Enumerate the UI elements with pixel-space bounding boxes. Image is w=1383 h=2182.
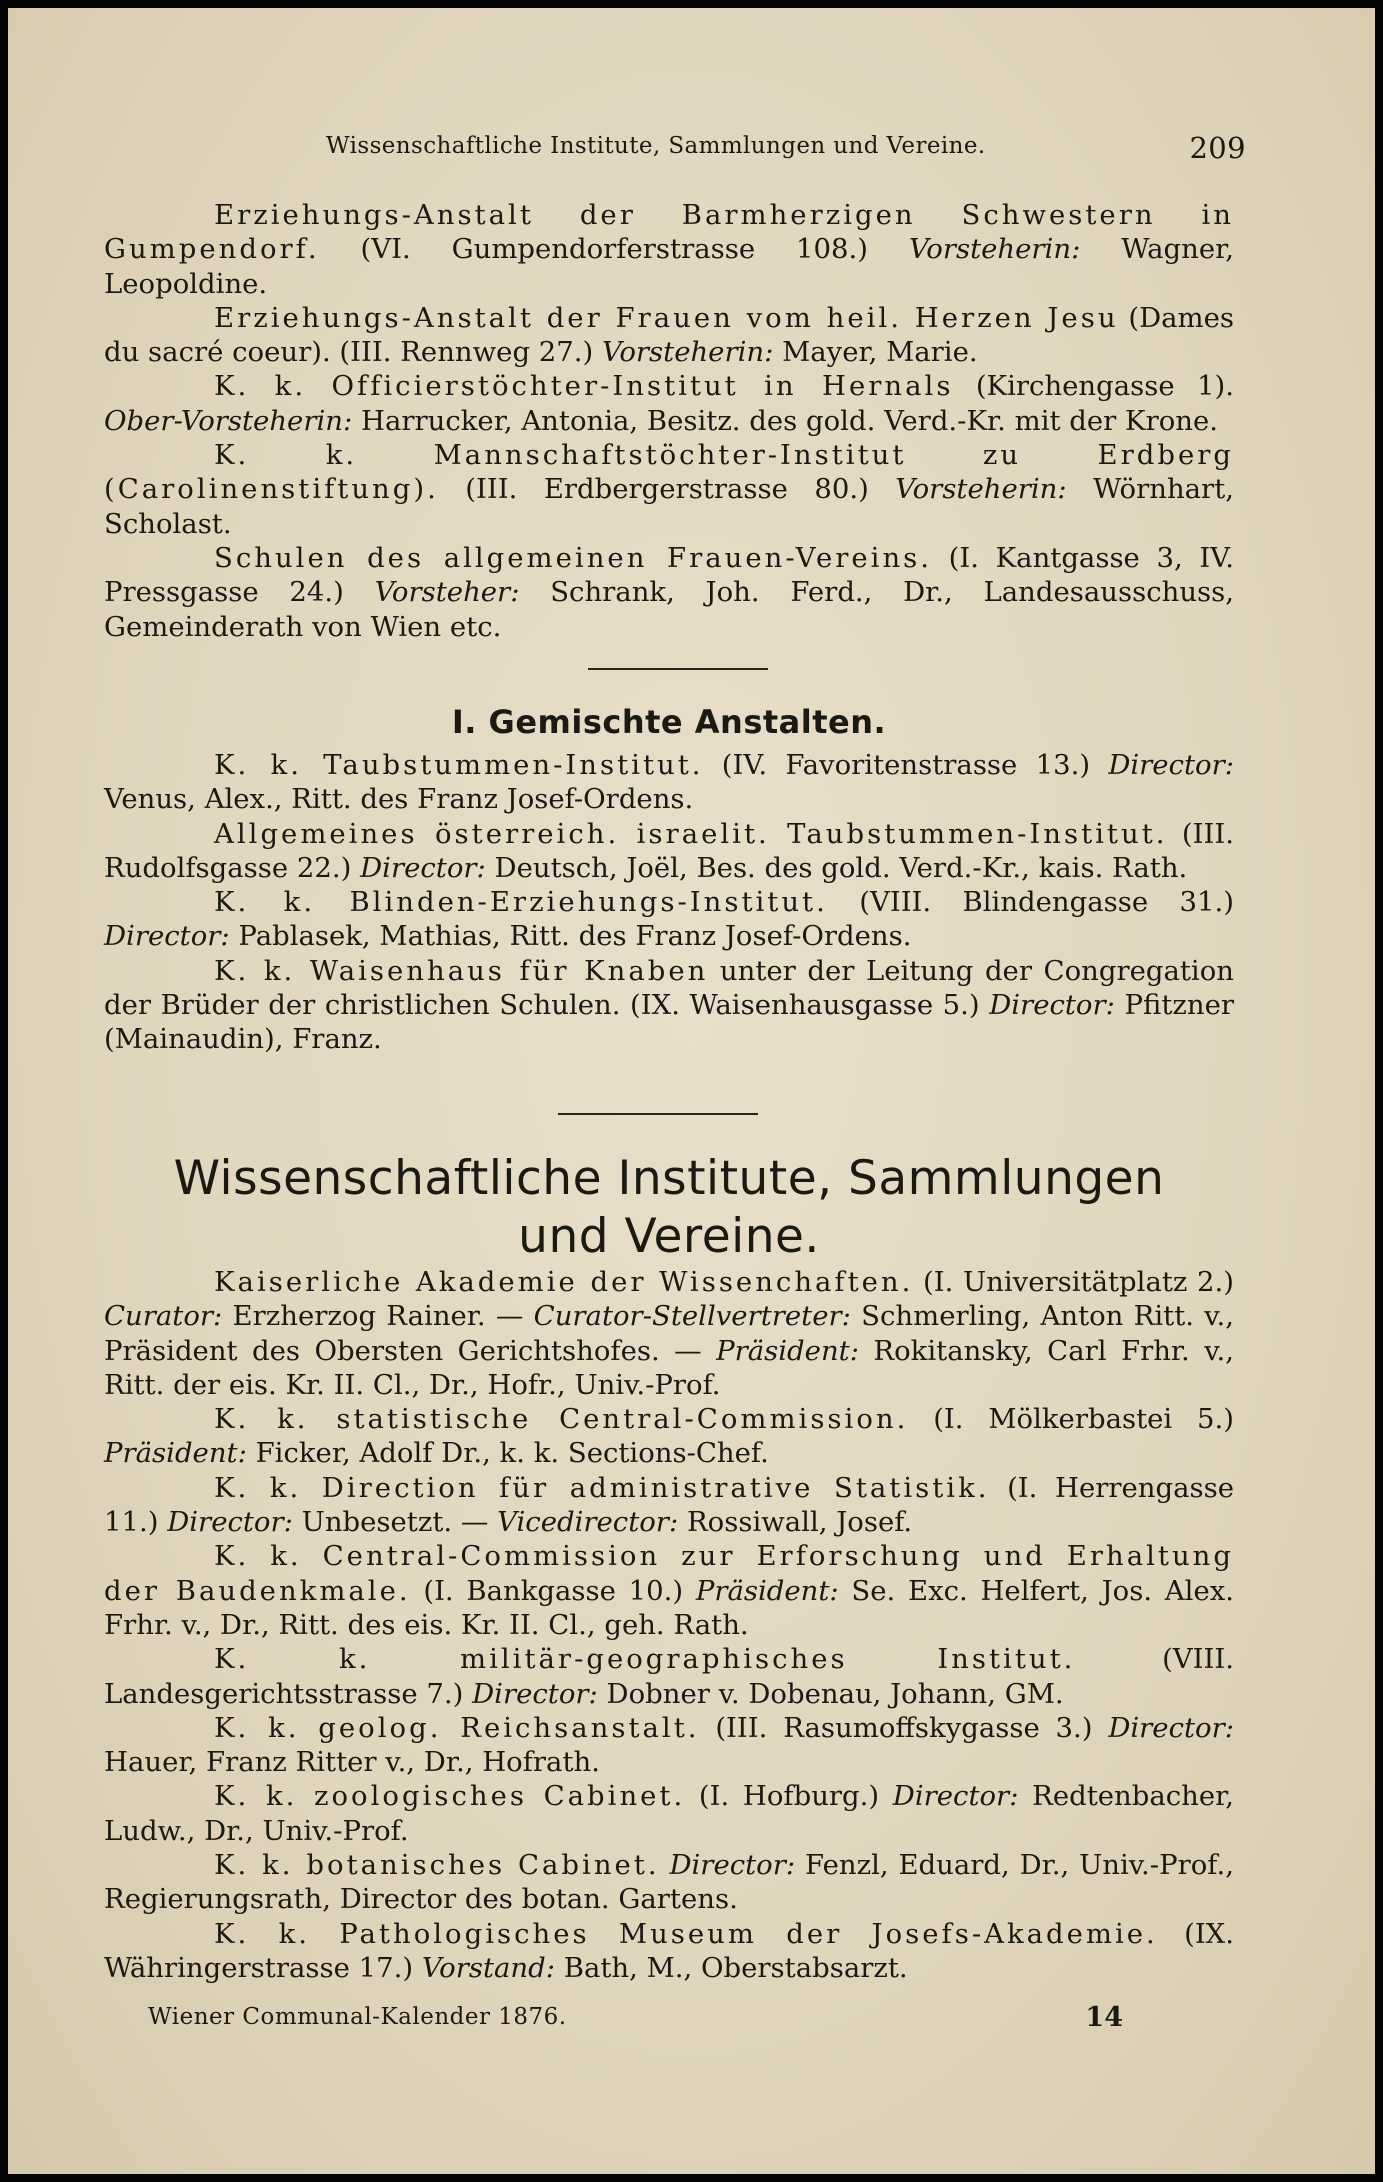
divider-rule bbox=[588, 668, 768, 670]
entry: K. k. Pathologisches Museum der Josefs-Akademie. (IX. Währingerstrasse 17.) Vorstand: Bath, M., Oberstabsarzt. bbox=[104, 1917, 1234, 1984]
entry: K. k. geolog. Reichsanstalt. (III. Rasumoffskygasse 3.) Director: Hauer, Franz Ritter v., Dr., Hofrath. bbox=[104, 1711, 1234, 1779]
entry: Allgemeines österreich. israelit. Taubstummen-Institut. (III. Rudolfsgasse 22.) Director: Deutsch, Joël, Bes. des gold. Verd.-Kr., kais. Rath. bbox=[104, 817, 1234, 884]
entry: K. k. Taubstummen-Institut. (IV. Favoritenstrasse 13.) Director: Venus, Alex., Ritt. des Franz Josef-Ordens. bbox=[104, 749, 1234, 816]
section-heading-mixed: I. Gemischte Anstalten. bbox=[451, 703, 887, 741]
entry: K. k. botanisches Cabinet. Director: Fenzl, Eduard, Dr., Univ.-Prof., Regierungsrath, Director des botan. Gartens. bbox=[104, 1849, 1234, 1916]
entry: Kaiserliche Akademie der Wissenchaften. (I. Universitätplatz 2.) Curator: Erzherzog Rainer. — Curator-Stellvertreter: Schmerling, Anton Ritt. v., Präsident des Obersten Gerichtshofes. — Präsident: Rokitansky, Carl Frhr. v., Ritt. der eis. Kr. II. Cl., Dr., Hofr., Univ.-Prof. bbox=[104, 1266, 1234, 1401]
entry: Schulen des allgemeinen Frauen-Vereins. (I. Kantgasse 3, IV. Pressgasse 24.) Vorsteher: Schrank, Joh. Ferd., Dr., Landesausschuss, Gemeinderath von Wien etc. bbox=[104, 541, 1235, 643]
section-title-line: und Vereine. bbox=[518, 1209, 820, 1264]
entry: K. k. statistische Central-Commission. (I. Mölkerbastei 5.) Präsident: Ficker, Adolf Dr., k. k. Sections-Chef. bbox=[104, 1403, 1234, 1470]
divider-rule bbox=[558, 1113, 758, 1115]
entry: K. k. Central-Commission zur Erforschung und Erhaltung der Baudenkmale. (I. Bankgasse 10.) Präsident: Se. Exc. Helfert, Jos. Alex. Frhr. v., Dr., Ritt. des eis. Kr. II. Cl., geh. Rath. bbox=[104, 1540, 1234, 1641]
entry: K. k. Waisenhaus für Knaben unter der Leitung der Congregation der Brüder der christlichen Schulen. (IX. Waisenhausgasse 5.) Director: Pfitzner (Mainaudin), Franz. bbox=[104, 954, 1234, 1056]
section-title-science bbox=[104, 1150, 1234, 1266]
science-entries bbox=[104, 1265, 1234, 1985]
running-title: Wissenschaftliche Institute, Sammlungen und Vereine. bbox=[326, 133, 986, 159]
entry: K. k. Officierstöchter-Institut in Hernals (Kirchengasse 1). Ober-Vorsteherin: Harrucker, Antonia, Besitz. des gold. Verd.-Kr. mit der Krone. bbox=[104, 370, 1234, 437]
page-number: 209 bbox=[1189, 131, 1246, 165]
entry: K. k. Direction für administrative Statistik. (I. Herrengasse 11.) Director: Unbesetzt. — Vicedirector: Rossiwall, Josef. bbox=[104, 1471, 1234, 1539]
entry: K. k. Mannschaftstöchter-Institut zu Erdberg (Carolinenstiftung). (III. Erdbergerstrasse 80.) Vorsteherin: Wörnhart, Scholast. bbox=[104, 439, 1234, 540]
entry: Erziehungs-Anstalt der Frauen vom heil. Herzen Jesu (Dames du sacré coeur). (III. Rennweg 27.) Vorsteherin: Mayer, Marie. bbox=[104, 301, 1234, 369]
mixed-entries bbox=[104, 748, 1234, 1057]
running-header bbox=[326, 133, 1246, 163]
section-title-line: Wissenschaftliche Institute, Sammlungen bbox=[173, 1151, 1165, 1206]
page-footer bbox=[148, 2004, 1123, 2036]
entry: K. k. zoologisches Cabinet. (I. Hofburg.) Director: Redtenbacher, Ludw., Dr., Univ.-Prof. bbox=[104, 1780, 1234, 1847]
intro-entries bbox=[104, 198, 1234, 644]
footer-signature: 14 bbox=[1085, 2002, 1123, 2033]
footer-publication: Wiener Communal-Kalender 1876. bbox=[148, 2004, 567, 2030]
book-page bbox=[8, 8, 1375, 2174]
entry: K. k. Blinden-Erziehungs-Institut. (VIII. Blindengasse 31.) Director: Pablasek, Mathias, Ritt. des Franz Josef-Ordens. bbox=[104, 886, 1234, 953]
entry: Erziehungs-Anstalt der Barmherzigen Schwestern in Gumpendorf. (VI. Gumpendorferstrasse 108.) Vorsteherin: Wagner, Leopoldine. bbox=[104, 199, 1235, 300]
entry: K. k. militär-geographisches Institut. (VIII. Landesgerichtsstrasse 7.) Director: Dobner v. Dobenau, Johann, GM. bbox=[104, 1643, 1234, 1710]
